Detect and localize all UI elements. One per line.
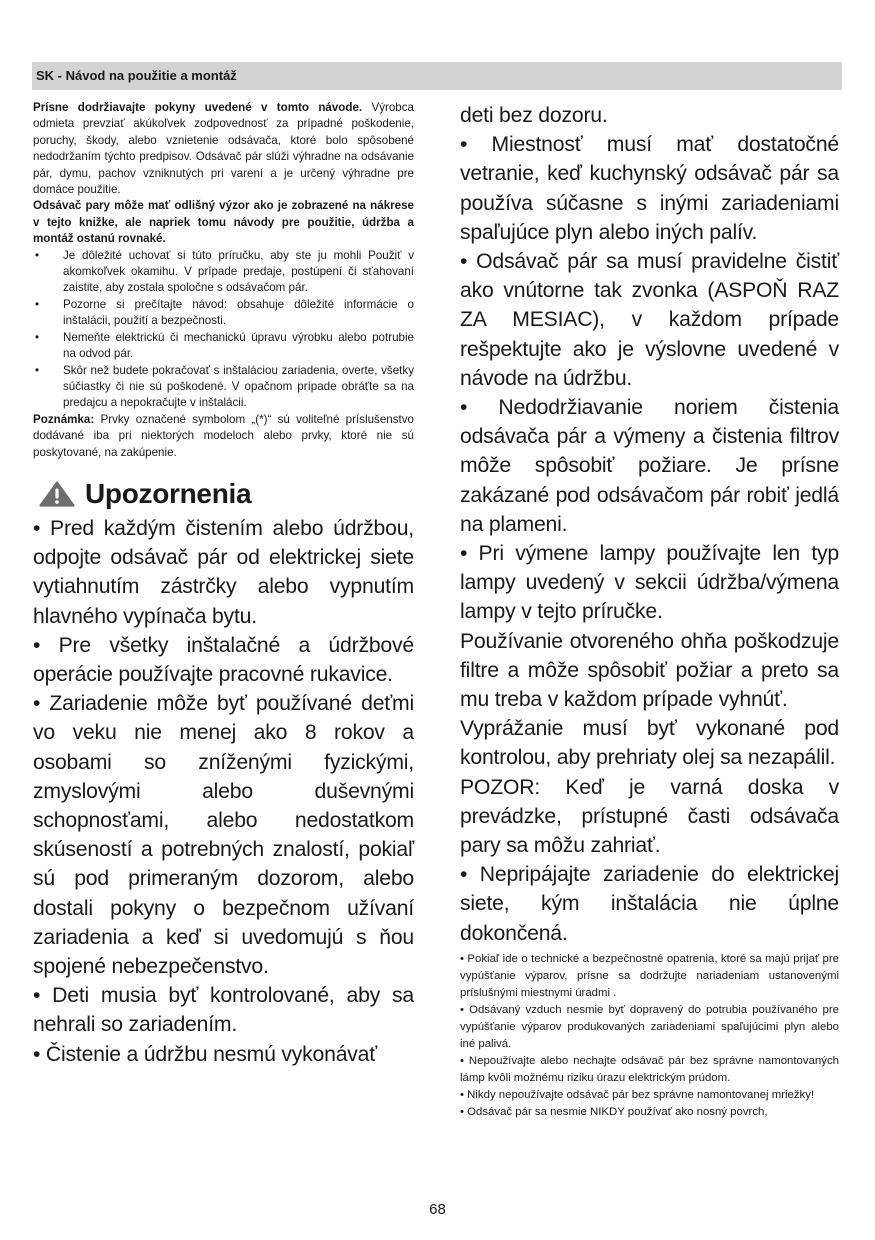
list-item <box>33 330 414 363</box>
small-warning-paragraph: • Nepoužívajte alebo nechajte odsávač pár bez správne namontovaných lámp kvôli možnému riziku úrazu elektrickým prúdom. <box>460 1054 839 1084</box>
list-item-text: Je dôležité uchovať si túto príručku, aby ste ju mohli Použiť v akomkoľvek okamihu. V prípade predaje, postúpení či sťahovaní zaistite, aby zostala spoločne s odsávačom pár. <box>63 248 414 295</box>
warning-paragraph: • Odsávač pár sa musí pravidelne čistiť ako vnútorne tak zvonka (ASPOŇ RAZ ZA MESIAC), v každom prípade rešpektujte ako je výslovne uvedené v návode na údržbu. <box>460 250 839 390</box>
list-item-text: Pozorne si prečítajte návod: obsahuje dôležité informácie o inštalácii, použití a bezpečnosti. <box>63 297 414 328</box>
right-column <box>460 101 839 1121</box>
list-item <box>33 363 414 412</box>
warning-paragraph: • Pre všetky inštalačné a údržbové operácie používajte pracovné rukavice. <box>33 633 414 686</box>
section-header-title: SK - Návod na použitie a montáž <box>36 68 237 83</box>
warning-paragraph: • Pri výmene lampy používajte len typ lampy uvedený v sekcii údržba/výmena lampy v tejto príručke. <box>460 542 839 624</box>
warning-paragraph: • Čistenie a údržbu nesmú vykonávať <box>33 1042 378 1066</box>
intro-bullet-list <box>33 248 414 412</box>
warning-paragraph: • Deti musia byť kontrolované, aby sa nehrali so zariadením. <box>33 984 414 1037</box>
bullet-dot: • <box>35 330 40 344</box>
bullet-dot: • <box>35 363 40 377</box>
bullet-dot: • <box>35 248 40 262</box>
warning-paragraph: • Miestnosť musí mať dostatočné vetranie, keď kuchynský odsávač pár sa používa súčasne s inými zariadeniami spaľujúce plyn alebo iných palív. <box>460 133 839 244</box>
warning-paragraph: deti bez dozoru. <box>460 104 608 127</box>
note-text: Prvky označené symbolom „(*)“ sú voliteľné príslušenstvo dodávané iba pri niektorých modeloch alebo prvky, ktoré nie sú poskytované, na zakúpenie. <box>33 412 414 459</box>
intro-text: Výrobca odmieta prevziať akúkoľvek zodpovednosť za prípadné poškodenie, poruchy, škody, alebo vznietenie odsávača, ktoré bolo spôsobené nedodržaním týchto predpisov. Odsávač pár slúži výhradne na odsávanie pár, dymu, pachov vzniknutých pri varení a je určený výhradne pre domáce použitie. <box>33 101 414 197</box>
warning-paragraph: • Zariadenie môže byť používané deťmi vo veku nie menej ako 8 rokov a osobami so zníženými fyzickými, zmyslovými alebo duševnými schopnosťami, alebo nedostatkom skúseností a potrebných znalostí, pokiaľ sú pod primeraným dozorom, alebo dostali pokyny o bezpečnom užívaní zariadenia a keď si uvedomujú s ňou spojené nebezpečenstvo. <box>33 692 414 978</box>
additional-warnings <box>460 951 839 1121</box>
section-header-bar <box>32 62 842 90</box>
list-item-text: Nemeňte elektrickú či mechanickú úpravu výrobku alebo potrubie na odvod pár. <box>63 330 414 361</box>
appearance-note-text: Odsávač pary môže mať odlišný výzor ako je zobrazené na nákrese v tejto knižke, ale napriek tomu návody pre použitie, údržba a montáž ostanú rovnaké. <box>33 199 414 246</box>
warning-paragraph: • Nedodržiavanie noriem čistenia odsávača pár a výmeny a čistenia filtrov môže spôsobiť požiare. Je prísne zakázané pod odsávačom pár robiť jedlá na plameni. <box>460 396 839 536</box>
small-warning-paragraph: • Nikdy nepoužívajte odsávač pár bez správne namontovanej mriežky! <box>460 1088 815 1101</box>
warning-paragraph: • Nepripájajte zariadenie do elektrickej siete, kým inštalácia nie úplne dokončená. <box>460 863 839 945</box>
note-label: Poznámka: <box>33 412 95 426</box>
note-paragraph <box>33 412 414 461</box>
list-item-text: Skôr než budete pokračovať s inštaláciou zariadenia, overte, všetky súčiastky či nie sú poškodené. V opačnom prípade obráťte sa na predajcu a nepokračujte v inštalácii. <box>63 363 414 410</box>
page-number: 68 <box>429 1201 446 1218</box>
small-warning-paragraph: • Odsávač pár sa nesmie NIKDY používať ako nosný povrch, <box>460 1105 768 1118</box>
intro-bold: Prísne dodržiavajte pokyny uvedené v tomto návode. <box>33 101 363 114</box>
warning-paragraph: Používanie otvoreného ohňa poškodzuje filtre a môže spôsobiť požiar a preto sa mu treba v každom prípade vyhnúť. <box>460 629 839 712</box>
left-column <box>33 100 414 1069</box>
small-warning-paragraph: • Odsávaný vzduch nesmie byť dopravený do potrubia používaného pre vypúšťanie výparov produkovaných zariadeniami spaľujúcimi plyn alebo iné palivá. <box>460 1003 839 1050</box>
list-item <box>33 297 414 330</box>
list-item <box>33 248 414 297</box>
warnings-body-left <box>33 514 414 1069</box>
appearance-note <box>33 198 414 247</box>
intro-paragraph <box>33 100 414 198</box>
warning-paragraph: • Pred každým čistením alebo údržbou, odpojte odsávač pár od elektrickej siete vytiahnutím zástrčky alebo vypnutím hlavného vypínača bytu. <box>33 516 414 628</box>
warnings-heading <box>33 474 414 514</box>
warnings-title: Upozornenia <box>85 477 252 509</box>
warnings-body-right <box>460 101 839 948</box>
small-warning-paragraph: • Pokiaľ ide o technické a bezpečnostné opatrenia, ktoré sa majú prijať pre vypúšťanie výparov, prísne sa dodržujte nariadeniam ustanovenými príslušnými miestnymi úradmi . <box>460 952 839 999</box>
warning-paragraph: Vyprážanie musí byť vykonané pod kontrolou, aby prehriaty olej sa nezapálil. <box>460 717 839 770</box>
warning-triangle-icon <box>39 481 75 507</box>
bullet-dot: • <box>35 297 40 311</box>
warning-paragraph: POZOR: Keď je varná doska v prevádzke, prístupné časti odsávača pary sa môžu zahriať. <box>460 775 839 858</box>
